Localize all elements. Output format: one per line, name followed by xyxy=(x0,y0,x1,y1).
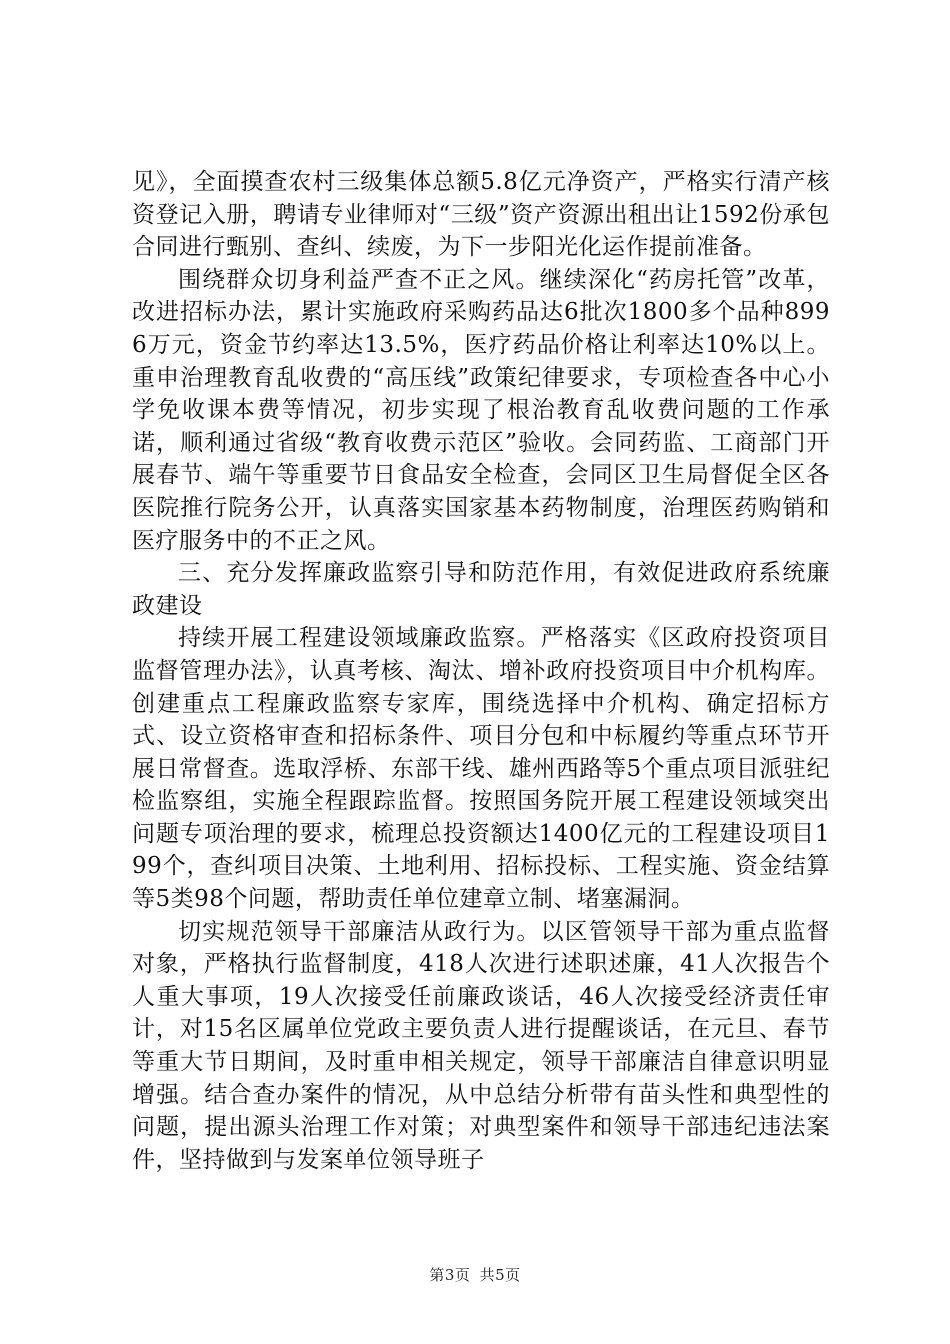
page-number: 第3页 xyxy=(429,1266,471,1284)
document-body xyxy=(132,166,830,1176)
paragraph-4: 持续开展工程建设领域廉政监察。严格落实《区政府投资项目监督管理办法》，认真考核、淘汰、增补政府投资项目中介机构库。创建重点工程廉政监察专家库，围绕选择中介机构、确定招标方式、设立资格审查和招标条件、项目分包和中标履约等重点环节开展日常督查。选取浮桥、东部干线、雄州西路等5个重点项目派驻纪检监察组，实施全程跟踪监督。按照国务院开展工程建设领域突出问题专项治理的要求，梳理总投资额达1400亿元的工程建设项目199个，查纠项目决策、土地利用、招标投标、工程实施、资金结算等5类98个问题，帮助责任单位建章立制、堵塞漏洞。 xyxy=(132,625,830,913)
paragraph-2: 围绕群众切身利益严查不正之风。继续深化“药房托管”改革，改进招标办法，累计实施政府采购药品达6批次1800多个品种8996万元，资金节约率达13.5%，医疗药品价格让利率达10%以上。重申治理教育乱收费的“高压线”政策纪律要求，专项检查各中心小学免收课本费等情况，初步实现了根治教育乱收费问题的工作承诺，顺利通过省级“教育收费示范区”验收。会同药监、工商部门开展春节、端午等重要节日食品安全检查，会同区卫生局督促全区各医院推行院务公开，认真落实国家基本药物制度，治理医药购销和医疗服务中的不正之风。 xyxy=(132,266,830,554)
page-footer xyxy=(0,1264,950,1285)
page-total: 共5页 xyxy=(479,1266,521,1284)
paragraph-1: 见》，全面摸查农村三级集体总额5.8亿元净资产，严格实行清产核资登记入册，聘请专业律师对“三级”资产资源出租出让1592份承包合同进行甄别、查纠、续废，为下一步阳光化运作提前准备。 xyxy=(132,169,830,261)
paragraph-5: 切实规范领导干部廉洁从政行为。以区管领导干部为重点监督对象，严格执行监督制度，418人次进行述职述廉，41人次报告个人重大事项，19人次接受任前廉政谈话，46人次接受经济责任审计，对15名区属单位党政主要负责人进行提醒谈话，在元旦、春节等重大节日期间，及时重申相关规定，领导干部廉洁自律意识明显增强。结合查办案件的情况，从中总结分析带有苗头性和典型性的问题，提出源头治理工作对策；对典型案件和领导干部违纪违法案件，坚持做到与发案单位领导班子 xyxy=(132,918,830,1173)
section-heading-3: 三、充分发挥廉政监察引导和防范作用，有效促进政府系统廉政建设 xyxy=(132,560,830,619)
